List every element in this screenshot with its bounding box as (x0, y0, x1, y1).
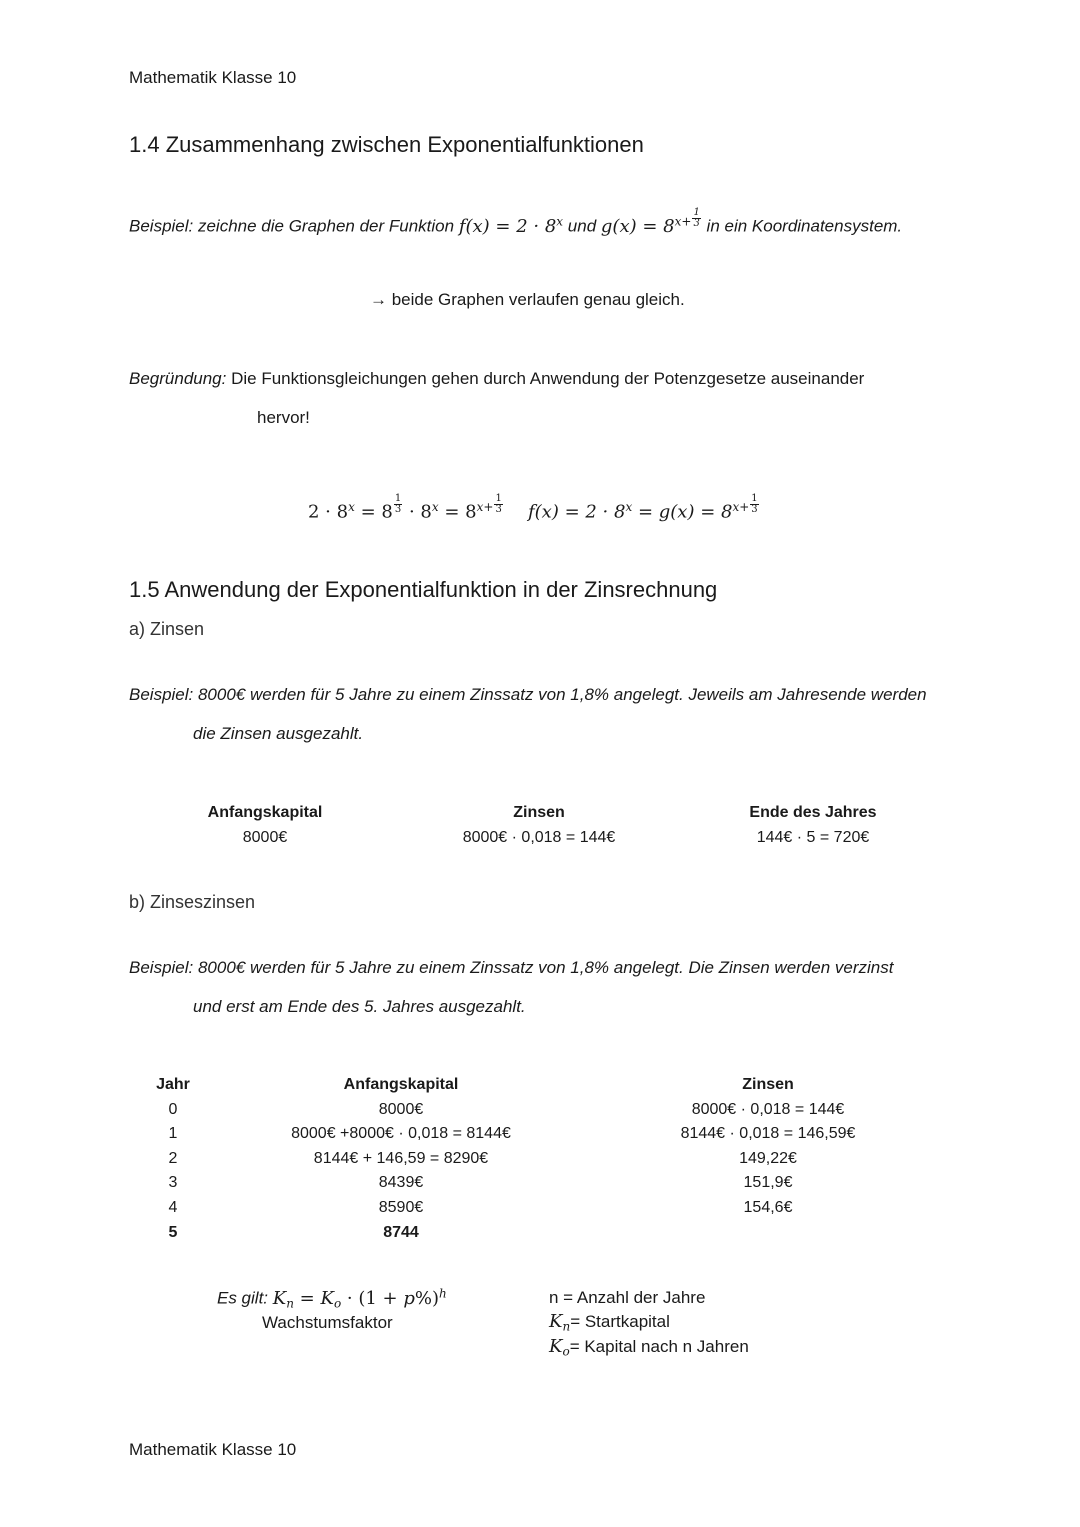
formula-p: p (403, 1287, 415, 1309)
formula-math (273, 1288, 447, 1309)
legend-kn (549, 1311, 670, 1334)
und-word: und (567, 216, 597, 236)
eq1-part-a: 2 · 8 (308, 501, 349, 523)
table-a-anfang-value: 8000€ (242, 829, 288, 846)
formula-paren: · (1 + (341, 1287, 404, 1309)
table-b-zinsen-cell: 8000€ · 0,018 = 144€ (691, 1100, 845, 1118)
eq1-frac2-den: 3 (495, 504, 502, 515)
eq2-exp-xplus: x+ (732, 499, 750, 514)
table-b-zinsen-cell: 8144€ · 0,018 = 146,59€ (680, 1125, 856, 1143)
fraction-one-third (692, 208, 700, 229)
f-definition (458, 213, 564, 237)
formula-k0: K (320, 1287, 334, 1309)
example-1-4-suffix: in ein Koordinatensystem. (706, 216, 903, 236)
eq2-frac-num: 1 (751, 493, 758, 504)
example-b: Beispiel: 8000€ werden für 5 Jahre zu einem Zinssatz von 1,8% angelegt. Die Zinsen werden verzinst (129, 958, 894, 977)
f-def-exponent: x (556, 213, 564, 228)
table-b-zinsen (638, 1073, 898, 1221)
subsection-b: b) Zinseszinsen (129, 892, 256, 912)
table-b-zinsen-cell: 154,6€ (743, 1198, 793, 1216)
g-def-text: g(x) = 8 (600, 215, 675, 237)
wachstumsfaktor-label: Wachstumsfaktor (262, 1313, 393, 1332)
example-a-cont: die Zinsen ausgezahlt. (193, 724, 364, 743)
table-b-jahr (143, 1073, 203, 1245)
arrow-conclusion: → beide Graphen verlaufen genau gleich. (370, 290, 685, 309)
table-b-anfangskapital (251, 1073, 551, 1245)
eq1-frac (394, 494, 402, 515)
table-b-jahr-cell: 5 (168, 1223, 178, 1241)
legend-kn-text: = Startkapital (570, 1312, 670, 1331)
eq1-exp-x2: x (431, 499, 439, 514)
eq2-exp-x: x (625, 499, 633, 514)
table-b-anfang-cell: 8744 (383, 1223, 419, 1241)
eq1-frac-den: 3 (394, 504, 402, 515)
example-1-4-prefix: Beispiel: zeichne die Graphen der Funktion (129, 216, 455, 236)
table-b-anfang-cell: 8144€ + 146,59 = 8290€ (313, 1149, 489, 1167)
f-def-text: f(x) = 2 · 8 (458, 215, 557, 237)
table-b-jahr-cell: 2 (168, 1149, 178, 1167)
eq2-frac-den: 3 (751, 504, 758, 515)
table-a-anfang-header: Anfangskapital (207, 804, 323, 821)
section-title-1-4: 1.4 Zusammenhang zwischen Exponentialfunktionen (129, 132, 644, 157)
page-header: Mathematik Klasse 10 (129, 68, 297, 87)
equation-power-law (308, 494, 504, 523)
legend-k: K (549, 1311, 563, 1332)
table-b-anfang-cell: 8000€ +8000€ · 0,018 = 8144€ (291, 1125, 511, 1143)
begruendung-text: Die Funktionsgleichungen gehen durch Anwendung der Potenzgesetze auseinander (231, 369, 865, 388)
eq1-frac2 (494, 494, 502, 515)
example-b-cont: und erst am Ende des 5. Jahres ausgezahlt. (193, 997, 526, 1016)
g-def-exponent: x+ (674, 213, 692, 228)
eq2-part-b: = g(x) = 8 (632, 501, 733, 523)
table-b-zinsen-cell: 149,22€ (739, 1149, 797, 1167)
begruendung-cont: hervor! (257, 408, 310, 427)
frac-den: 3 (693, 218, 700, 229)
eq1-part-d: = 8 (438, 501, 477, 523)
subsection-a: a) Zinsen (129, 619, 205, 639)
formula-sub-n: n (286, 1296, 294, 1311)
table-b-anfang-cell: 8439€ (378, 1174, 424, 1192)
formula-eq: = (293, 1287, 321, 1309)
table-b-jahr-cell: 1 (168, 1125, 178, 1143)
begruendung (129, 369, 864, 389)
eq1-exp-xplus: x+ (476, 499, 494, 514)
legend-k2: K (549, 1336, 563, 1357)
eq2-part-a: f(x) = 2 · 8 (528, 501, 626, 523)
table-b-anfang-header: Anfangskapital (343, 1076, 459, 1093)
begruendung-label: Begründung: (129, 369, 227, 388)
table-a-ende-header: Ende des Jahres (749, 804, 877, 821)
table-a-zinsen-value: 8000€ · 0,018 = 144€ (462, 829, 616, 846)
eq1-frac2-num: 1 (495, 493, 502, 504)
table-a-zinsen (419, 800, 659, 850)
table-a-anfangskapital (165, 800, 365, 850)
legend-sub-o: o (562, 1344, 570, 1359)
table-b-jahr-cell: 4 (168, 1198, 178, 1216)
legend-ko (549, 1336, 749, 1359)
eq1-exp-x: x (348, 499, 355, 514)
section-title-1-5: 1.5 Anwendung der Exponentialfunktion in der Zinsrechnung (129, 577, 718, 602)
frac-num: 1 (693, 207, 700, 218)
es-gilt-label: Es gilt: (217, 1288, 269, 1308)
formula-sub-o: o (333, 1296, 342, 1311)
table-b-anfang-cell: 8590€ (378, 1198, 424, 1216)
g-definition (600, 207, 702, 237)
table-b-jahr-cell: 0 (168, 1100, 178, 1118)
eq1-frac-num: 1 (394, 493, 402, 504)
example-1-4 (129, 208, 902, 237)
legend-sub-n: n (562, 1319, 571, 1334)
formula-k: K (272, 1287, 287, 1309)
legend-ko-symbol (549, 1336, 570, 1357)
compound-formula (217, 1286, 447, 1310)
table-a-zinsen-header: Zinsen (513, 804, 565, 821)
legend-ko-text: = Kapital nach n Jahren (569, 1337, 749, 1356)
table-b-zinsen-header: Zinsen (742, 1076, 794, 1093)
legend-n: n = Anzahl der Jahre (549, 1288, 706, 1307)
table-b-anfang-cell: 8000€ (378, 1100, 424, 1118)
table-a-ende (713, 800, 913, 850)
formula-pct: %) (414, 1287, 440, 1309)
page-footer: Mathematik Klasse 10 (129, 1440, 297, 1459)
table-a-ende-value: 144€ · 5 = 720€ (756, 829, 870, 846)
table-b-jahr-header: Jahr (156, 1076, 190, 1093)
table-b-zinsen-cell: 151,9€ (743, 1174, 793, 1192)
formula-exp-h: h (439, 1286, 447, 1300)
legend-kn-symbol (549, 1311, 570, 1332)
equation-f-equals-g (528, 494, 760, 523)
eq1-part-b: = 8 (354, 501, 393, 523)
table-b-jahr-cell: 3 (168, 1174, 178, 1192)
eq2-frac (750, 494, 758, 515)
eq1-part-c: · 8 (403, 501, 432, 523)
example-a: Beispiel: 8000€ werden für 5 Jahre zu einem Zinssatz von 1,8% angelegt. Jeweils am Jahresende werden (129, 685, 927, 704)
